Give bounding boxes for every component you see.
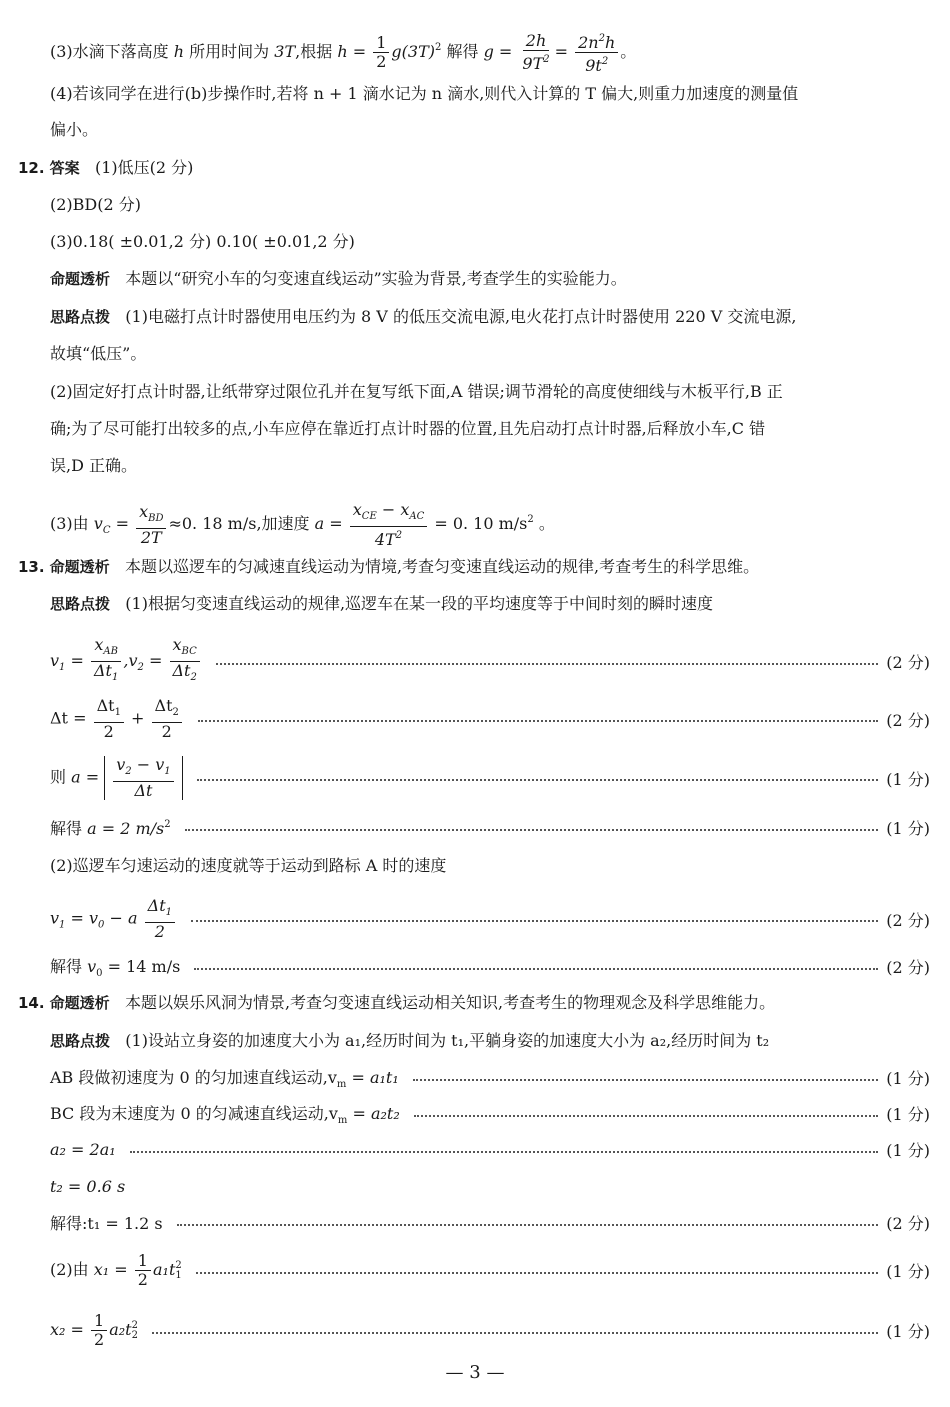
subscript: m bbox=[337, 1115, 348, 1126]
numerator: x bbox=[139, 501, 149, 521]
eq-content bbox=[50, 697, 184, 741]
superscript: 2 bbox=[601, 56, 609, 67]
leader-dots bbox=[414, 1115, 879, 1117]
subscript: AB bbox=[103, 646, 118, 657]
score: (2 分) bbox=[886, 910, 930, 930]
text: 解得 bbox=[446, 42, 479, 61]
var-v: v bbox=[93, 514, 103, 533]
q13-analysis bbox=[18, 555, 759, 579]
superscript: 2 bbox=[598, 33, 605, 44]
score: (1 分) bbox=[886, 1322, 930, 1341]
eq-content bbox=[50, 897, 177, 941]
answer-1: (1)低压(2 分) bbox=[94, 158, 194, 177]
subscript: 1 bbox=[175, 1269, 182, 1281]
q12-answer-row bbox=[18, 156, 193, 180]
question-number: 12. bbox=[18, 159, 45, 177]
subscript: 2 bbox=[125, 766, 132, 777]
denominator: 2 bbox=[103, 722, 114, 741]
fraction-g2 bbox=[575, 30, 618, 75]
q14-eq-ab bbox=[50, 1065, 930, 1090]
hint-text: (1)设站立身姿的加速度大小为 a₁,经历时间为 t₁,平躺身姿的加速度大小为 a₂,经历时间为 t₂ bbox=[125, 1031, 770, 1050]
leader-dots bbox=[198, 720, 878, 722]
subscript: 1 bbox=[165, 907, 172, 918]
hint-text: (2)巡逻车匀速运动的速度就等于运动到路标 A 时的速度 bbox=[50, 856, 447, 875]
hint-text: 确;为了尽可能打出较多的点,小车应停在靠近打点计时器的位置,且先启动打点计时器,后释放小车,C 错 bbox=[50, 419, 766, 438]
answer-label: 答案 bbox=[49, 159, 80, 177]
leader-dots bbox=[152, 1332, 878, 1334]
text: ,根据 bbox=[295, 42, 333, 61]
numerator: 2n bbox=[578, 33, 599, 52]
eq-lhs: g = bbox=[483, 42, 513, 61]
answer-2: (2)BD(2 分) bbox=[50, 195, 142, 214]
result: = 14 m/s bbox=[102, 957, 181, 976]
subscript: 1 bbox=[59, 662, 66, 673]
text: 则 bbox=[50, 767, 67, 787]
score: (2 分) bbox=[886, 710, 930, 730]
superscript: 2 bbox=[131, 1319, 138, 1331]
fraction-g bbox=[519, 32, 552, 73]
analysis-label: 命题透析 bbox=[50, 270, 111, 288]
q14-eq-x2 bbox=[50, 1312, 930, 1349]
q14-eq-x1 bbox=[50, 1252, 930, 1289]
result: a = 2 m/s bbox=[87, 819, 165, 838]
text: ≈0. 18 m/s,加速度 bbox=[168, 514, 310, 533]
denominator: 9T bbox=[522, 54, 544, 73]
analysis-text: 本题以“研究小车的匀变速直线运动”实验为背景,考查学生的实验能力。 bbox=[125, 269, 627, 288]
operator: + bbox=[131, 708, 145, 728]
eq-rhs: a₁t bbox=[152, 1260, 176, 1279]
hint-label: 思路点拨 bbox=[50, 308, 111, 326]
q13-eq-result-a bbox=[50, 816, 930, 839]
numerator: 1 bbox=[135, 1252, 151, 1271]
analysis-label: 命题透析 bbox=[49, 558, 110, 576]
analysis-label: 命题透析 bbox=[49, 994, 110, 1012]
fraction bbox=[145, 897, 175, 941]
eq-content: a₂ = 2a₁ bbox=[50, 1140, 116, 1159]
denominator: 2 bbox=[137, 1270, 148, 1289]
hint-label: 思路点拨 bbox=[50, 595, 111, 613]
text: = a₂t₂ bbox=[347, 1104, 400, 1123]
q11-part4-line1: (4)若该同学在进行(b)步操作时,若将 n + 1 滴水记为 n 滴水,则代入计算的 T 偏大,则重力加速度的测量值 bbox=[50, 84, 799, 103]
numerator: 1 bbox=[91, 1312, 107, 1331]
denominator: Δt bbox=[172, 661, 191, 680]
var-h: h bbox=[173, 42, 185, 61]
leader-dots bbox=[185, 829, 879, 831]
text: = a₁t₁ bbox=[346, 1068, 399, 1087]
text: 。 bbox=[538, 514, 555, 533]
superscript: 2 bbox=[527, 514, 534, 525]
eq-content bbox=[50, 816, 171, 839]
question-number: 14. bbox=[18, 994, 45, 1012]
q12-analysis bbox=[50, 267, 627, 291]
eq-content bbox=[50, 954, 180, 979]
subscript: 2 bbox=[137, 662, 144, 673]
numerator: x bbox=[94, 635, 104, 654]
numerator: x bbox=[400, 499, 410, 519]
numerator: − v bbox=[131, 755, 165, 774]
subscript: BC bbox=[181, 646, 197, 657]
score: (1 分) bbox=[886, 1069, 930, 1088]
numerator: x bbox=[172, 635, 182, 654]
numerator: Δt bbox=[154, 696, 173, 715]
leader-dots bbox=[177, 1224, 879, 1226]
eq-lhs: Δt = bbox=[50, 708, 87, 728]
eq-lhs: x₂ = bbox=[50, 1320, 84, 1339]
score: (2 分) bbox=[886, 958, 930, 977]
eq-rhs: a₂t bbox=[109, 1320, 132, 1339]
subscript: 1 bbox=[164, 766, 171, 777]
fraction-vc bbox=[136, 503, 166, 547]
leader-dots bbox=[197, 779, 879, 781]
hint-text: (2)固定好打点计时器,让纸带穿过限位孔并在复写纸下面,A 错误;调节滑轮的高度使细线与木板平行,B 正 bbox=[50, 382, 783, 401]
denominator: 2T bbox=[140, 527, 162, 547]
superscript: 2 bbox=[164, 819, 171, 830]
subscript: m bbox=[336, 1079, 347, 1090]
answer-3: (3)0.18( ±0.01,2 分) 0.10( ±0.01,2 分) bbox=[50, 232, 355, 251]
leader-dots bbox=[413, 1079, 878, 1081]
eq-lhs: h = bbox=[337, 42, 367, 61]
numerator: Δt bbox=[96, 696, 115, 715]
fraction bbox=[152, 697, 182, 741]
superscript: 2 bbox=[395, 529, 403, 541]
denominator: 4T bbox=[374, 529, 396, 549]
denominator: 9t bbox=[585, 56, 602, 75]
eq-lhs: a = bbox=[71, 767, 100, 787]
q14-eq-a2 bbox=[50, 1138, 930, 1161]
text: 。 bbox=[620, 42, 637, 61]
fraction bbox=[169, 636, 199, 687]
operator: − bbox=[376, 499, 401, 519]
q12-hint1 bbox=[50, 305, 796, 329]
superscript: 2 bbox=[175, 1259, 182, 1271]
result: = 0. 10 m/s bbox=[434, 514, 528, 533]
eq-content bbox=[50, 756, 183, 800]
score: (2 分) bbox=[886, 653, 930, 672]
subscript: 2 bbox=[131, 1329, 138, 1341]
leader-dots bbox=[130, 1151, 879, 1153]
q11-part4-line2: 偏小。 bbox=[50, 120, 99, 139]
subscript: 1 bbox=[111, 672, 119, 683]
subscript: 2 bbox=[190, 672, 197, 683]
hint-text: (1)电磁打点计时器使用电压约为 8 V 的低压交流电源,电火花打点计时器使用 220 V 交流电源, bbox=[125, 307, 797, 326]
equals: = bbox=[115, 514, 129, 533]
score: (1 分) bbox=[886, 1105, 930, 1124]
q14-eq-bc bbox=[50, 1101, 930, 1126]
subscript: 0 bbox=[98, 919, 105, 931]
score: (1 分) bbox=[886, 819, 930, 838]
leader-dots bbox=[194, 968, 878, 970]
text: AB 段做初速度为 0 的匀加速直线运动,v bbox=[50, 1068, 337, 1087]
numerator: v bbox=[116, 755, 126, 774]
subscript: 1 bbox=[59, 919, 66, 931]
q12-hint3 bbox=[50, 500, 555, 551]
text: (3)由 bbox=[50, 514, 89, 533]
text: BC 段为末速度为 0 的匀减速直线运动,v bbox=[50, 1104, 338, 1123]
q14-eq-t2: t₂ = 0.6 s bbox=[50, 1177, 126, 1196]
q13-eq-a bbox=[50, 756, 930, 800]
numerator: Δt bbox=[147, 896, 166, 915]
q13-eq-v1 bbox=[50, 897, 930, 941]
eq-content bbox=[50, 1065, 399, 1090]
eq-content: $v_1$ = $\frac{x_{AB}}{\Delta t_1}$ $,v_2$ = $\frac{x_{BC}}{\Delta t_2}$ bbox=[50, 636, 202, 687]
var-v: v bbox=[128, 651, 138, 670]
eq-lhs: x₁ = bbox=[93, 1260, 128, 1279]
fraction bbox=[94, 697, 124, 741]
var-a: a = bbox=[314, 514, 343, 533]
q13-eq-dt bbox=[50, 697, 930, 741]
eq-content bbox=[50, 1101, 400, 1126]
q13-eq-velocities bbox=[50, 636, 930, 687]
subscript: AC bbox=[409, 510, 425, 522]
text: 解得 bbox=[50, 957, 83, 976]
analysis-text: 本题以娱乐风洞为情景,考查匀变速直线运动相关知识,考查考生的物理观念及科学思维能力。 bbox=[124, 993, 776, 1012]
numerator: x bbox=[352, 499, 362, 519]
hint-label: 思路点拨 bbox=[50, 1032, 111, 1050]
leader-dots bbox=[191, 920, 878, 922]
eq-rhs: g(3T) bbox=[391, 42, 435, 61]
leader-dots bbox=[196, 1272, 878, 1274]
subscript: 2 bbox=[172, 707, 179, 718]
fraction bbox=[135, 1252, 151, 1289]
analysis-text: 本题以巡逻车的匀减速直线运动为情境,考查匀变速直线运动的规律,考查考生的科学思维。 bbox=[124, 557, 760, 576]
denominator: 2 bbox=[94, 1330, 105, 1349]
eq-content bbox=[50, 1312, 138, 1349]
denominator: Δt bbox=[134, 781, 153, 800]
numerator-h: h bbox=[604, 33, 616, 52]
subscript: 0 bbox=[96, 968, 103, 979]
fraction-a bbox=[350, 501, 427, 549]
score: (1 分) bbox=[886, 1141, 930, 1160]
var-v: v bbox=[50, 908, 60, 928]
denominator: 2 bbox=[376, 52, 387, 71]
subscript: CE bbox=[361, 510, 377, 522]
hint-text: 误,D 正确。 bbox=[50, 456, 138, 475]
text: 解得 bbox=[50, 819, 83, 838]
hint-text: 故填“低压”。 bbox=[50, 344, 147, 363]
score: (1 分) bbox=[886, 769, 930, 789]
leader-dots bbox=[216, 663, 878, 665]
numerator: 2h bbox=[523, 32, 549, 51]
denominator: Δt bbox=[94, 661, 112, 680]
question-number: 13. bbox=[18, 558, 45, 576]
page-number: — 3 — bbox=[445, 1362, 505, 1383]
score: (2 分) bbox=[886, 1214, 930, 1233]
absolute-value bbox=[104, 756, 182, 800]
var-v: v bbox=[87, 957, 97, 976]
eq-content: 解得:t₁ = 1.2 s bbox=[50, 1214, 163, 1233]
text: 所用时间为 bbox=[189, 42, 270, 61]
numerator: 1 bbox=[373, 34, 389, 53]
comma: , bbox=[123, 651, 129, 670]
fraction bbox=[113, 756, 173, 800]
text: − a bbox=[104, 908, 138, 928]
text: = v bbox=[65, 908, 99, 928]
subscript: C bbox=[102, 525, 111, 536]
fraction bbox=[91, 1312, 107, 1349]
fraction-half bbox=[373, 34, 389, 71]
subscript: BD bbox=[148, 512, 164, 524]
denominator: 2 bbox=[154, 922, 165, 941]
score: (1 分) bbox=[886, 1262, 930, 1281]
q14-eq-t1 bbox=[50, 1211, 930, 1234]
q13-eq-v0 bbox=[50, 954, 930, 979]
q14-hint1 bbox=[50, 1029, 769, 1053]
var-v: v bbox=[50, 651, 60, 670]
var-3t: 3T bbox=[274, 42, 296, 61]
q14-analysis bbox=[18, 991, 775, 1015]
superscript: 2 bbox=[434, 42, 442, 53]
subscript: 1 bbox=[114, 707, 121, 718]
text: (3)水滴下落高度 bbox=[50, 42, 169, 61]
fraction bbox=[91, 636, 121, 687]
text: (2)由 bbox=[50, 1260, 89, 1279]
superscript: 2 bbox=[543, 54, 550, 65]
denominator: 2 bbox=[161, 722, 172, 741]
hint-text: (1)根据匀变速直线运动的规律,巡逻车在某一段的平均速度等于中间时刻的瞬时速度 bbox=[125, 594, 714, 613]
q11-part3: (3)水滴下落高度 h 所用时间为 3T,根据 h = $\frac{1}{2}$ $g(3T)^2$ 解得 g = $\frac{2h}{9T^2}$ = $\frac{2n^2h}{9t^2}$ 。 bbox=[50, 31, 637, 75]
q13-hint1 bbox=[50, 592, 713, 616]
eq-content bbox=[50, 1252, 182, 1289]
